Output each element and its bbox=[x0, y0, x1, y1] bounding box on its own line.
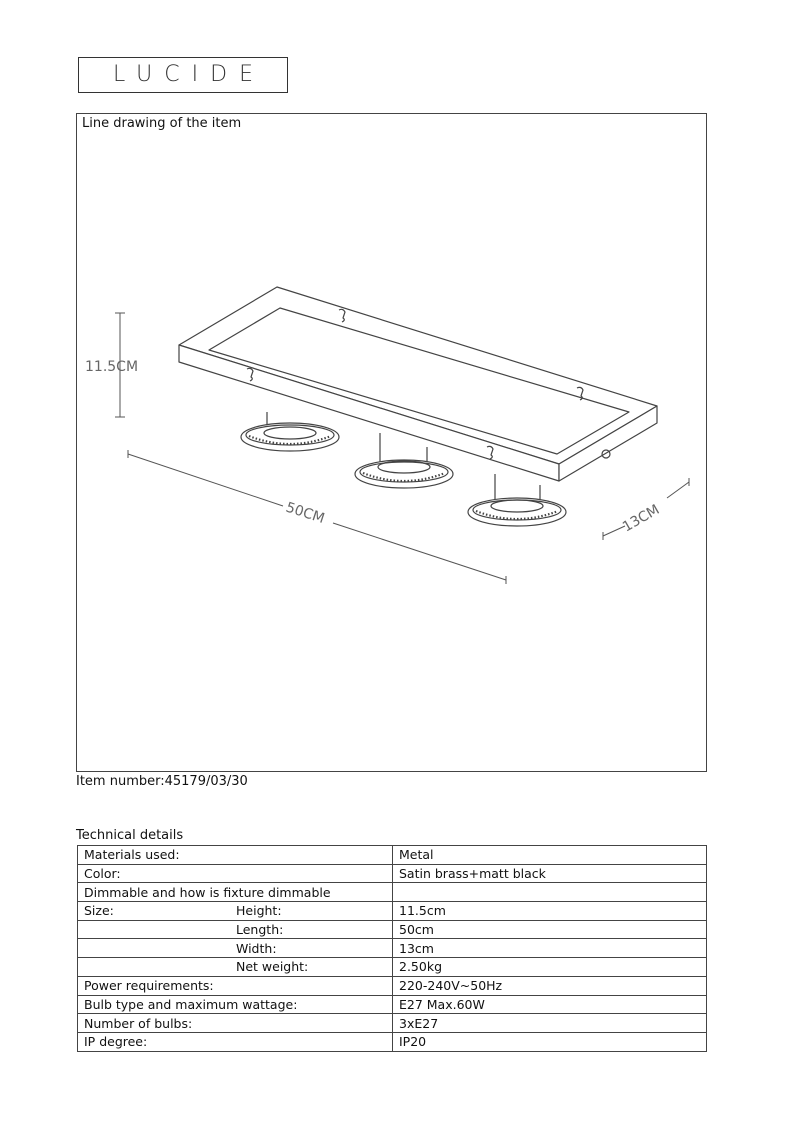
spec-row bbox=[78, 1014, 707, 1033]
spec-label-cell bbox=[78, 1014, 393, 1033]
spec-label-cell bbox=[78, 864, 393, 883]
width-dimension-label: 13CM bbox=[620, 501, 663, 536]
spec-sublabel: Width: bbox=[236, 940, 277, 956]
spec-label-cell bbox=[78, 958, 393, 977]
logo-text: LUCIDE bbox=[113, 62, 265, 87]
spec-row bbox=[78, 920, 707, 939]
spec-value: E27 Max.60W bbox=[393, 995, 707, 1014]
fixture-line-drawing bbox=[77, 114, 708, 773]
spec-value: 13cm bbox=[393, 939, 707, 958]
spec-label-cell bbox=[78, 846, 393, 865]
spec-row bbox=[78, 939, 707, 958]
spec-row bbox=[78, 1032, 707, 1051]
drawing-title: Line drawing of the item bbox=[82, 116, 242, 131]
spec-label-cell bbox=[78, 939, 393, 958]
spec-label-cell bbox=[78, 1032, 393, 1051]
line-drawing-panel bbox=[76, 113, 707, 772]
spec-label: Materials used: bbox=[84, 847, 180, 863]
spec-label: Size: bbox=[84, 903, 114, 919]
length-dimension-label: 50CM bbox=[283, 499, 327, 528]
spec-label-cell bbox=[78, 976, 393, 995]
spec-row bbox=[78, 883, 707, 902]
spec-row bbox=[78, 846, 707, 865]
spec-label-cell bbox=[78, 920, 393, 939]
spot-1 bbox=[241, 412, 339, 451]
spec-value: 50cm bbox=[393, 920, 707, 939]
spec-label-cell bbox=[78, 883, 393, 902]
spec-sublabel: Height: bbox=[236, 903, 282, 919]
item-number: Item number:45179/03/30 bbox=[76, 774, 248, 789]
spec-label: IP degree: bbox=[84, 1034, 148, 1050]
spec-label: Color: bbox=[84, 866, 121, 882]
spec-sublabel: Net weight: bbox=[236, 959, 309, 975]
spec-sublabel: Length: bbox=[236, 922, 284, 938]
spec-value: 220-240V~50Hz bbox=[393, 976, 707, 995]
technical-details-title: Technical details bbox=[76, 828, 184, 843]
spec-row bbox=[78, 995, 707, 1014]
spec-label-cell bbox=[78, 995, 393, 1014]
spec-row bbox=[78, 958, 707, 977]
spec-row bbox=[78, 902, 707, 921]
spec-value: Metal bbox=[393, 846, 707, 865]
spec-row bbox=[78, 864, 707, 883]
spec-label: Dimmable and how is fixture dimmable bbox=[84, 884, 331, 900]
spec-value: 3xE27 bbox=[393, 1014, 707, 1033]
spec-row bbox=[78, 976, 707, 995]
lucide-logo bbox=[78, 57, 288, 93]
spec-label: Power requirements: bbox=[84, 978, 214, 994]
spec-label: Number of bulbs: bbox=[84, 1015, 193, 1031]
spec-label: Bulb type and maximum wattage: bbox=[84, 996, 298, 1012]
height-dimension-label: 11.5CM bbox=[85, 359, 139, 375]
spec-label-cell bbox=[78, 902, 393, 921]
technical-details-table bbox=[77, 845, 707, 1052]
spec-value bbox=[393, 883, 707, 902]
spot-3 bbox=[468, 474, 566, 526]
spec-value: 11.5cm bbox=[393, 902, 707, 921]
spec-value: IP20 bbox=[393, 1032, 707, 1051]
spec-value: 2.50kg bbox=[393, 958, 707, 977]
spec-value: Satin brass+matt black bbox=[393, 864, 707, 883]
